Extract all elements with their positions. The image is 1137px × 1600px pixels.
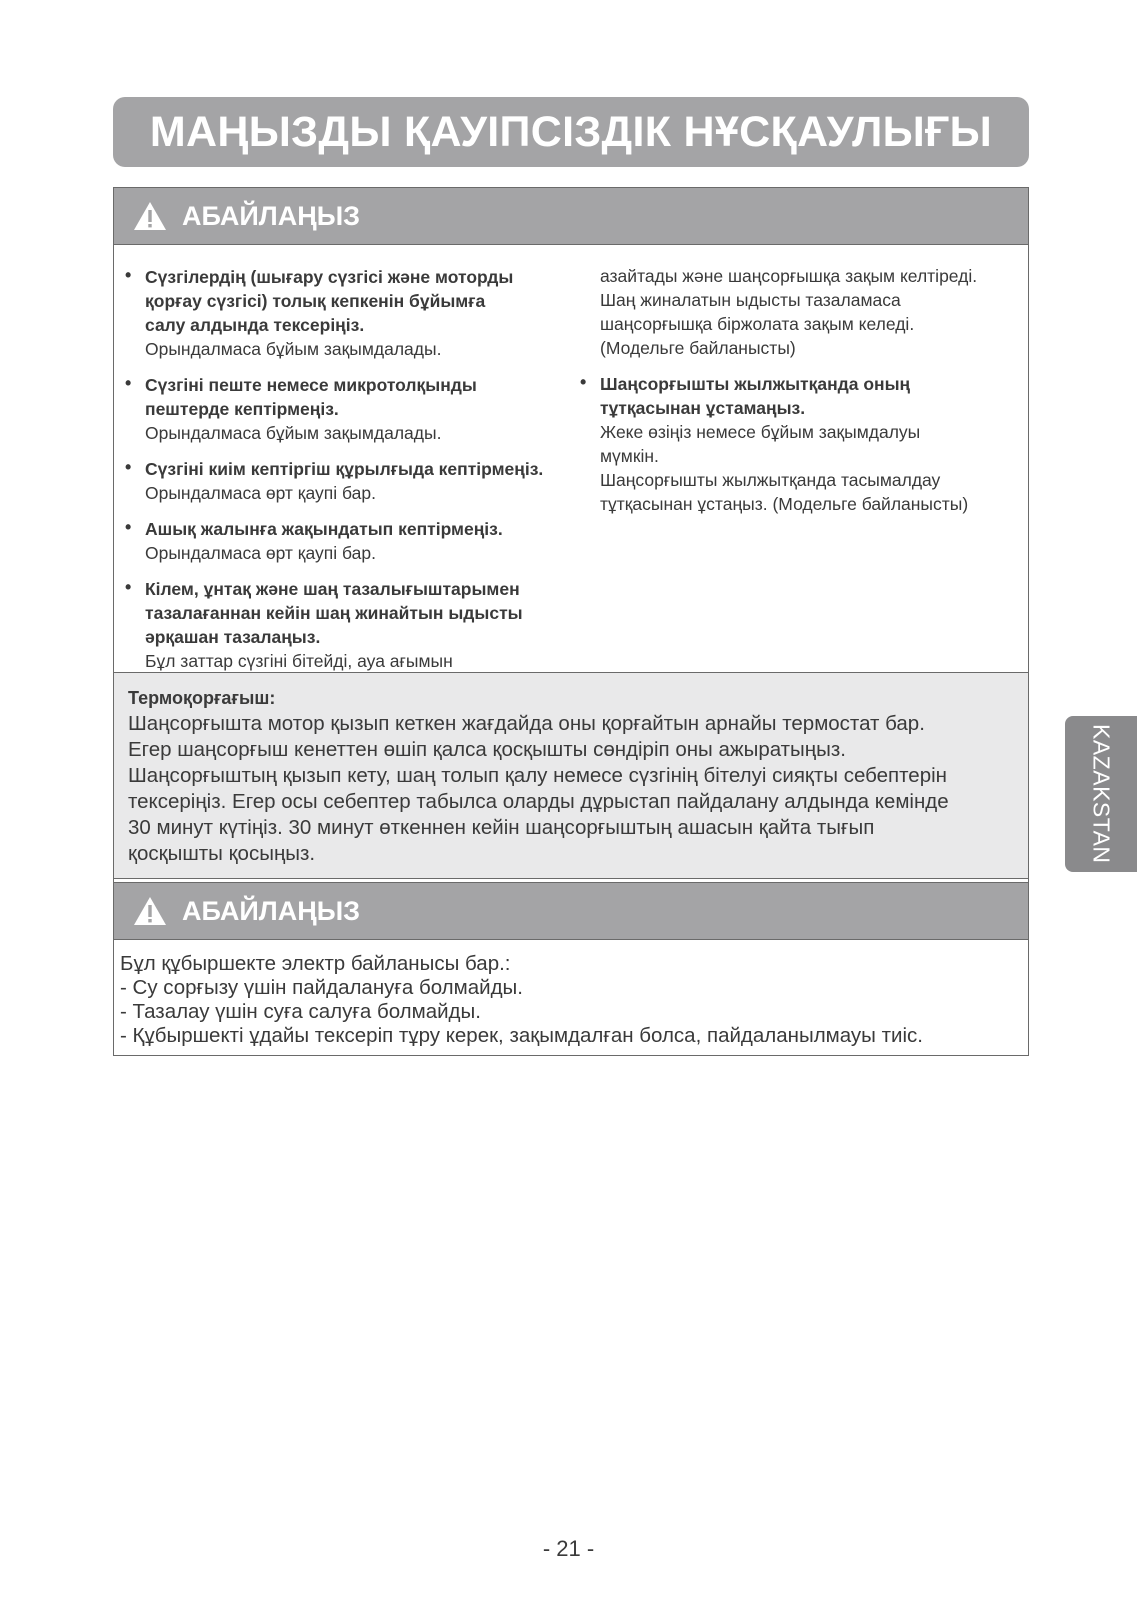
- thermo-line: қосқышты қосыңыз.: [128, 842, 316, 865]
- warning-box-1: [113, 187, 1029, 883]
- continuation-line: Шаң жиналатын ыдысты тазаламаса: [600, 290, 901, 310]
- item-bold-text: Сүзгілердің (шығару сүзгісі және моторды: [145, 267, 514, 287]
- item-bold-text: Сүзгіні киім кептіргіш құрылғыда кептірмеңіз.: [145, 459, 544, 479]
- item-bold-text: тазалағаннан кейін шаң жинайтын ыдысты: [145, 603, 523, 623]
- item-bold-text: тұтқасынан ұстамаңыз.: [600, 398, 806, 418]
- warning-triangle-icon: [132, 200, 168, 232]
- continuation-line: азайтады және шаңсорғышқа зақым келтіреді.: [600, 266, 978, 286]
- bullet: •: [125, 373, 132, 393]
- language-side-tab: [1065, 716, 1137, 872]
- continuation-text: [577, 264, 1027, 360]
- note-line: Бұл құбыршекте электр байланысы бар.:: [120, 952, 511, 975]
- side-tab-label: KAZAKSTAN: [1088, 724, 1115, 864]
- continuation-line: (Модельге байланысты): [600, 338, 796, 358]
- bullet: •: [580, 372, 587, 392]
- item-note-text: Шаңсорғышты жылжытқанда тасымалдау: [600, 470, 941, 490]
- warning-box-2: [113, 882, 1029, 1056]
- item-bold-text: Сүзгіні пеште немесе микротолқынды: [145, 375, 477, 395]
- list-item: [122, 577, 582, 673]
- title-banner: [113, 97, 1029, 167]
- item-bold-text: Ашық жалынға жақындатып кептірмеңіз.: [145, 519, 503, 539]
- note-line: - Құбыршекті ұдайы тексеріп тұру керек, зақымдалған болса, пайдаланылмауы тиіс.: [120, 1024, 923, 1047]
- item-bold-text: Шаңсорғышты жылжытқанда оның: [600, 374, 911, 394]
- item-note-text: мүмкін.: [600, 446, 659, 466]
- item-note-text: Орындалмаса бұйым зақымдалады.: [145, 339, 442, 359]
- list-item: [122, 457, 582, 505]
- item-note-text: Жеке өзіңіз немесе бұйым зақымдалуы: [600, 422, 921, 442]
- list-item: [122, 265, 582, 361]
- list-item: [122, 517, 582, 565]
- list-item: [122, 373, 582, 445]
- item-bold-text: әрқашан тазалаңыз.: [145, 627, 321, 647]
- note-line: - Су сорғызу үшін пайдалануға болмайды.: [120, 976, 523, 999]
- page-number: - 21 -: [542, 1536, 595, 1561]
- left-column: [122, 265, 582, 685]
- bullet: •: [125, 517, 132, 537]
- warning-box-1-heading: АБАЙЛАҢЫЗ: [182, 200, 361, 231]
- note-line: - Тазалау үшін суға салуға болмайды.: [120, 1000, 481, 1023]
- item-bold-text: пештерде кептірмеңіз.: [145, 399, 339, 419]
- warning-box-2-header: [114, 883, 1028, 940]
- item-bold-text: салу алдында тексеріңіз.: [145, 315, 365, 335]
- bullet: •: [125, 577, 132, 597]
- hose-notes: [114, 940, 1028, 1048]
- page-title: МАҢЫЗДЫ ҚАУІПСІЗДІК НҰСҚАУЛЫҒЫ: [149, 107, 993, 156]
- continuation-line: шаңсорғышқа біржолата зақым келеді.: [600, 314, 915, 334]
- item-bold-text: Кілем, ұнтақ және шаң тазалығыштарымен: [145, 579, 520, 599]
- warning-columns: [114, 245, 1028, 673]
- list-item: [577, 372, 1027, 516]
- item-note-text: Орындалмаса өрт қаупі бар.: [145, 543, 376, 563]
- thermo-line: Шаңсорғыштың қызып кету, шаң толып қалу немесе сүзгінің бітелуі сияқты себептерін: [128, 764, 947, 787]
- item-bold-text: қорғау сүзгісі) толық кепкенін бұйымға: [145, 291, 486, 311]
- thermo-protector-section: [114, 673, 1028, 879]
- bullet: •: [125, 457, 132, 477]
- warning-box-1-header: [114, 188, 1028, 245]
- item-note-text: Орындалмаса өрт қаупі бар.: [145, 483, 376, 503]
- thermo-line: Шаңсорғышта мотор қызып кеткен жағдайда оны қорғайтын арнайы термостат бар.: [128, 712, 925, 735]
- right-column: [577, 264, 1027, 528]
- item-note-text: Орындалмаса бұйым зақымдалады.: [145, 423, 442, 443]
- thermo-line: Егер шаңсорғыш кенеттен өшіп қалса қосқышты сөндіріп оны ажыратыңыз.: [128, 738, 846, 761]
- warning-triangle-icon: [132, 895, 168, 927]
- item-note-text: Бұл заттар сүзгіні бітейді, ауа ағымын: [145, 651, 453, 671]
- thermo-line: 30 минут күтіңіз. 30 минут өткеннен кейін шаңсорғыштың ашасын қайта тығып: [128, 816, 875, 839]
- bullet: •: [125, 265, 132, 285]
- thermo-line: тексеріңіз. Егер осы себептер табылса оларды дұрыстап пайдалану алдында кемінде: [128, 790, 949, 813]
- item-note-text: тұтқасынан ұстаңыз. (Модельге байланысты): [600, 494, 969, 514]
- warning-box-2-heading: АБАЙЛАҢЫЗ: [182, 895, 361, 926]
- thermo-title: Термоқорғағыш:: [128, 688, 276, 708]
